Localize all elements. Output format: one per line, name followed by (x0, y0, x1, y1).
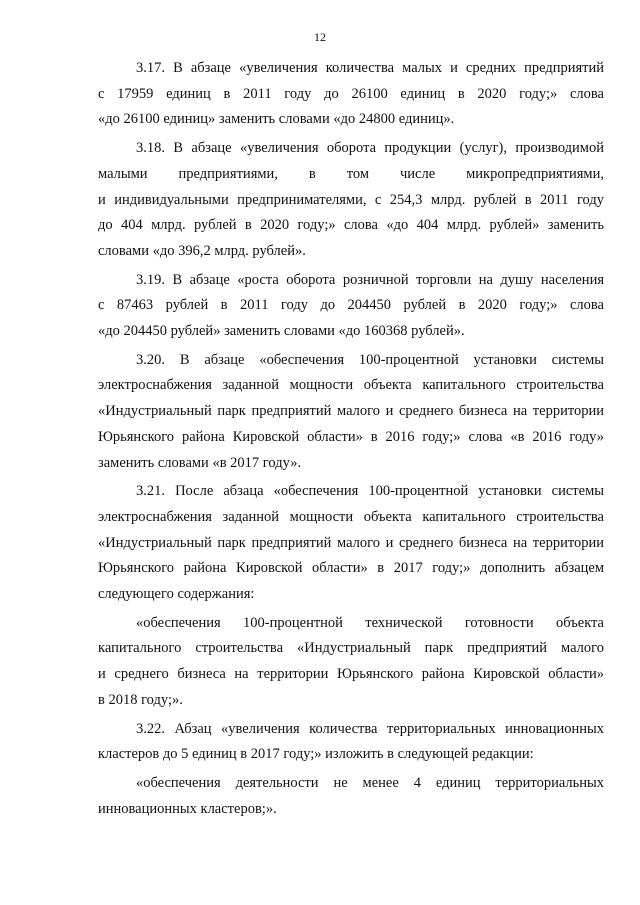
text-line: с 17959 единиц в 2011 году до 26100 единиц в 2020 году;» слова (98, 85, 604, 102)
text-line: Юрьянского района Кировской области» в 2016 году;» слова «в 2016 году» (98, 428, 604, 445)
text-line: до 404 млрд. рублей в 2020 году;» слова «до 404 млрд. рублей» заменить (98, 217, 604, 234)
text-line: с 87463 рублей в 2011 году до 204450 рублей в 2020 году;» слова (98, 297, 604, 314)
text-line: Юрьянского района Кировской области» в 2017 году;» дополнить абзацем (98, 560, 604, 577)
text-line: капитального строительства «Индустриальный парк предприятий малого (98, 640, 604, 657)
quoted-paragraph-3-22 (98, 771, 604, 822)
text-line: 3.18. В абзаце «увеличения оборота продукции (услуг), производимой (136, 140, 604, 157)
text-line: 3.21. После абзаца «обеспечения 100-процентной установки системы (136, 483, 604, 500)
paragraph-3-17 (98, 56, 604, 133)
text-line: и индивидуальными предпринимателями, с 254,3 млрд. рублей в 2011 году (98, 191, 604, 208)
text-line: 3.19. В абзаце «роста оборота розничной торговли на душу населения (136, 271, 604, 288)
paragraph-3-21 (98, 479, 604, 608)
text-line: 3.22. Абзац «увеличения количества территориальных инновационных (136, 720, 604, 737)
text-line: следующего содержания: (98, 586, 255, 603)
text-line: «Индустриальный парк предприятий малого и среднего бизнеса на территории (98, 534, 604, 551)
text-line: электроснабжения заданной мощности объекта капитального строительства (98, 508, 604, 525)
text-line: «обеспечения 100-процентной технической готовности объекта (136, 614, 604, 631)
text-line: «обеспечения деятельности не менее 4 единиц территориальных (136, 774, 604, 791)
text-line: «Индустриальный парк предприятий малого и среднего бизнеса на территории (98, 403, 604, 420)
text-line: малыми предприятиями, в том числе микропредприятиями, (98, 165, 604, 182)
page-number: 12 (314, 30, 326, 44)
text-line: «до 204450 рублей» заменить словами «до 160368 рублей». (98, 323, 465, 340)
paragraph-3-18 (98, 136, 604, 265)
text-line: 3.17. В абзаце «увеличения количества малых и средних предприятий (136, 60, 604, 76)
text-line: 3.20. В абзаце «обеспечения 100-процентной установки системы (136, 351, 604, 368)
text-line: словами «до 396,2 млрд. рублей». (98, 242, 306, 259)
text-line: кластеров до 5 единиц в 2017 году;» изложить в следующей редакции: (98, 746, 534, 763)
document-body (98, 56, 604, 825)
text-line: электроснабжения заданной мощности объекта капитального строительства (98, 377, 604, 394)
text-line: и среднего бизнеса на территории Юрьянского района Кировской области» (98, 666, 604, 683)
text-line: инновационных кластеров;». (98, 800, 277, 817)
quoted-paragraph-3-21 (98, 611, 604, 714)
text-line: «до 26100 единиц» заменить словами «до 24800 единиц». (98, 111, 455, 128)
paragraph-3-19 (98, 268, 604, 345)
text-line: заменить словами «в 2017 году». (98, 454, 302, 471)
paragraph-3-20 (98, 348, 604, 477)
paragraph-3-22 (98, 717, 604, 768)
text-line: в 2018 году;». (98, 691, 183, 708)
